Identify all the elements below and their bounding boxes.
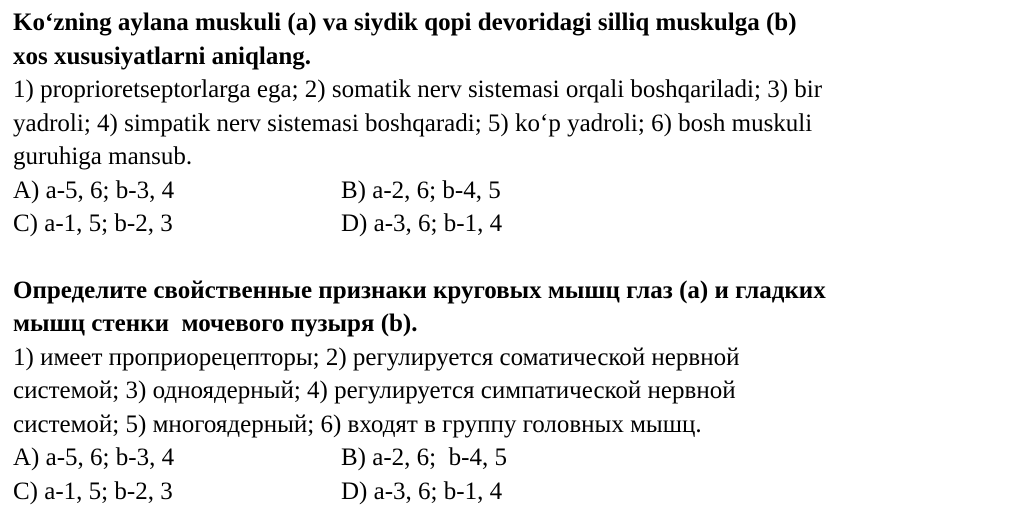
question-1-option-b: B) a-2, 6; b-4, 5 xyxy=(341,176,501,204)
question-1-body-line-2: yadroli; 4) simpatik nerv sistemasi boshqaradi; 5) koʻp yadroli; 6) bosh muskuli xyxy=(13,109,813,137)
question-2-options-row-2 xyxy=(13,475,1003,509)
document-page xyxy=(13,6,1003,508)
question-2-body-line-3: системой; 5) многоядерный; 6) входят в группу головных мышц. xyxy=(13,410,702,438)
question-2-option-a: A) a-5, 6; b-3, 4 xyxy=(13,444,175,471)
question-1-options-row-1 xyxy=(13,174,1003,208)
question-2-stem-line-2: мышц стенки мочевого пузыря (b). xyxy=(13,310,418,337)
question-2-options-row-1 xyxy=(13,441,1003,475)
question-1-option-d: D) a-3, 6; b-1, 4 xyxy=(341,210,503,237)
question-1 xyxy=(13,6,1003,241)
question-1-body-line-1: 1) proprioretseptorlarga ega; 2) somatik nerv sistemasi orqali boshqariladi; 3) bir xyxy=(13,76,823,103)
question-2-body-line-1: 1) имеет проприорецепторы; 2) регулируется соматической нервной xyxy=(13,343,740,371)
question-2-option-b: B) a-2, 6; b-4, 5 xyxy=(341,444,507,471)
question-2-option-c: C) a-1, 5; b-2, 3 xyxy=(13,477,173,505)
question-2-stem-line-1: Определите свойственные признаки круговых мышц глаз (а) и гладких xyxy=(13,276,826,304)
question-spacer xyxy=(13,241,1003,274)
question-2 xyxy=(13,274,1003,509)
question-1-stem-line-1: Koʻzning aylana muskuli (a) va siydik qopi devoridagi silliq muskulga (b) xyxy=(13,9,797,36)
question-1-option-a: A) a-5, 6; b-3, 4 xyxy=(13,176,175,204)
question-2-body-line-2: системой; 3) одноядерный; 4) регулируется симпатической нервной xyxy=(13,377,736,404)
question-2-option-d: D) a-3, 6; b-1, 4 xyxy=(341,477,503,505)
question-1-body-line-3: guruhiga mansub. xyxy=(13,143,193,170)
question-1-options-row-2 xyxy=(13,207,1003,241)
question-1-stem-line-2: xos xususiyatlarni aniqlang. xyxy=(13,42,312,70)
question-1-option-c: C) a-1, 5; b-2, 3 xyxy=(13,210,173,237)
